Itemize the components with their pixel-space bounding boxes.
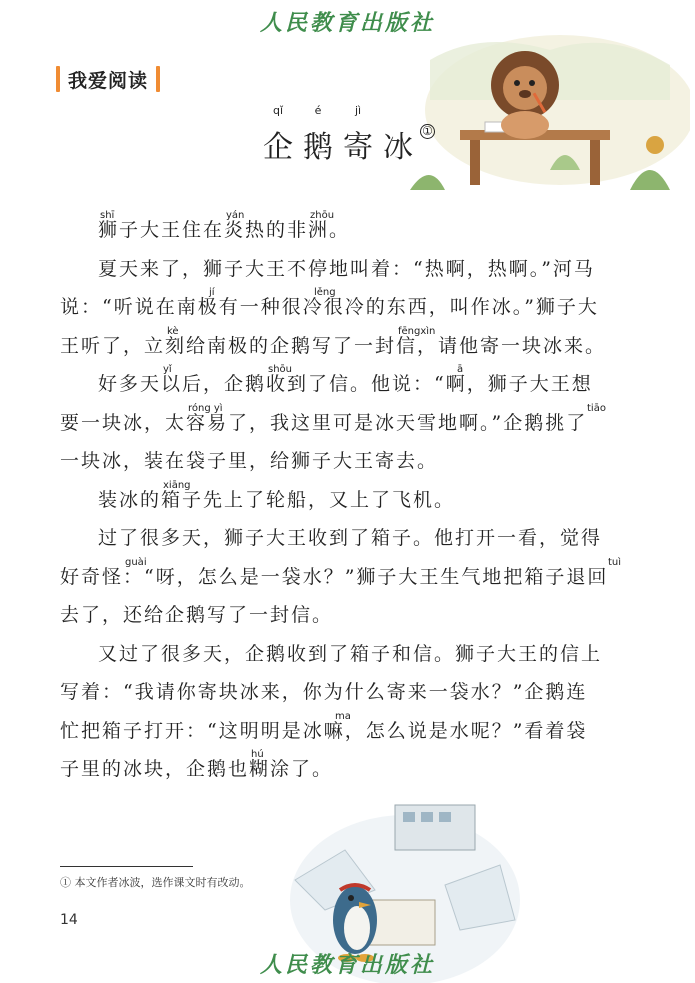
title-char [338,104,378,166]
pinyin-annotation: hú [251,749,264,760]
text-line [60,206,620,245]
title-char-text: 寄 [343,130,373,165]
text-line [60,476,620,515]
section-label [56,64,160,94]
title-char-text: 冰 [383,130,413,165]
pinyin-annotation: yǐ [163,364,172,375]
line-text: 好多天以后，企鹅收到了信。他说：“啊，狮子大王想 [98,373,593,395]
line-text: 一块冰，装在袋子里，给狮子大王寄去。 [60,450,439,472]
text-line [60,668,620,707]
title-pinyin: qǐ [272,104,284,117]
pinyin-annotation: yán [226,210,245,221]
pinyin-annotation: guài [125,556,147,568]
text-line [60,245,620,284]
line-text: 忙把箱子打开：“这明明是冰嘛，怎么说是水呢？”看着袋 [60,719,588,742]
paragraph [60,206,620,245]
pinyin-annotation: xiāng [163,479,191,491]
line-text: 好奇怪：“呀，怎么是一袋水？”狮子大王生气地把箱子退回 [60,565,609,588]
publisher-footer: 人民教育出版社 [259,952,435,978]
pinyin-annotation: ma [335,710,351,722]
paragraph [60,360,620,476]
pinyin-annotation: shī [100,210,115,221]
page-number: 14 [60,912,78,928]
line-text: 去了，还给企鹅写了一封信。 [60,604,334,626]
pinyin-annotation: jí [209,287,215,298]
section-label-text: 我爱阅读 [68,69,149,92]
paragraph [60,245,620,361]
line-text: 又过了很多天，企鹅收到了箱子和信。狮子大王的信上 [98,642,603,665]
paragraph [60,476,620,515]
line-text: 装冰的箱子先上了轮船，又上了飞机。 [98,488,456,511]
story-body [60,206,620,784]
pinyin-annotation: zhōu [310,210,335,221]
line-text: 过了很多天，狮子大王收到了箱子。他打开一看，觉得 [98,527,603,549]
title-char [378,118,418,166]
pinyin-annotation: tiāo [587,402,606,414]
title-char [258,104,298,166]
paragraph [60,630,620,784]
text-line [60,322,620,361]
line-text: 要一块冰，太容易了，我这里可是冰天雪地啊。”企鹅挑了 [60,411,588,434]
title-char-text: 企 [263,130,293,165]
text-line [60,707,620,746]
pinyin-annotation: shōu [268,364,293,375]
section-bar-left [56,66,60,92]
pinyin-annotation: fēngxìn [398,325,436,337]
line-text: 狮子大王住在炎热的非洲。 [98,219,351,241]
line-text: 夏天来了，狮子大王不停地叫着：“热啊，热啊。”河马 [98,257,595,280]
text-line [60,630,620,669]
section-bar-right [156,66,160,92]
footnote-marker[interactable]: ① [420,124,435,139]
publisher-header: 人民教育出版社 [259,10,435,36]
footnote-divider [60,866,193,867]
text-line [60,399,620,438]
line-text: 子里的冰块，企鹅也糊涂了。 [60,758,334,780]
line-text: 王听了，立刻给南极的企鹅写了一封信，请他寄一块冰来。 [60,334,607,357]
lion-writing-illustration [400,20,690,200]
lesson-title [258,104,435,166]
text-line [60,745,620,784]
footnote: ① 本文作者冰波，选作课文时有改动。 [60,876,251,889]
text-line [60,514,620,553]
title-char [298,104,338,166]
pinyin-annotation: kè [167,325,179,337]
text-line [60,283,620,322]
text-line [60,591,620,630]
text-line [60,360,620,399]
pinyin-annotation: róng yì [188,402,223,414]
title-pinyin: jì [354,104,362,117]
title-pinyin: é [314,104,322,117]
paragraph [60,514,620,630]
text-line [60,553,620,592]
pinyin-annotation: tuì [608,556,622,568]
line-text: 说：“听说在南极有一种很冷很冷的东西，叫作冰。”狮子大 [60,296,599,318]
pinyin-annotation: ā [457,364,464,375]
text-line [60,437,620,476]
line-text: 写着：“我请你寄块冰来，你为什么寄来一袋水？”企鹅连 [60,681,588,703]
pinyin-annotation: lěng [314,287,336,298]
title-char-text: 鹅 [303,130,333,165]
